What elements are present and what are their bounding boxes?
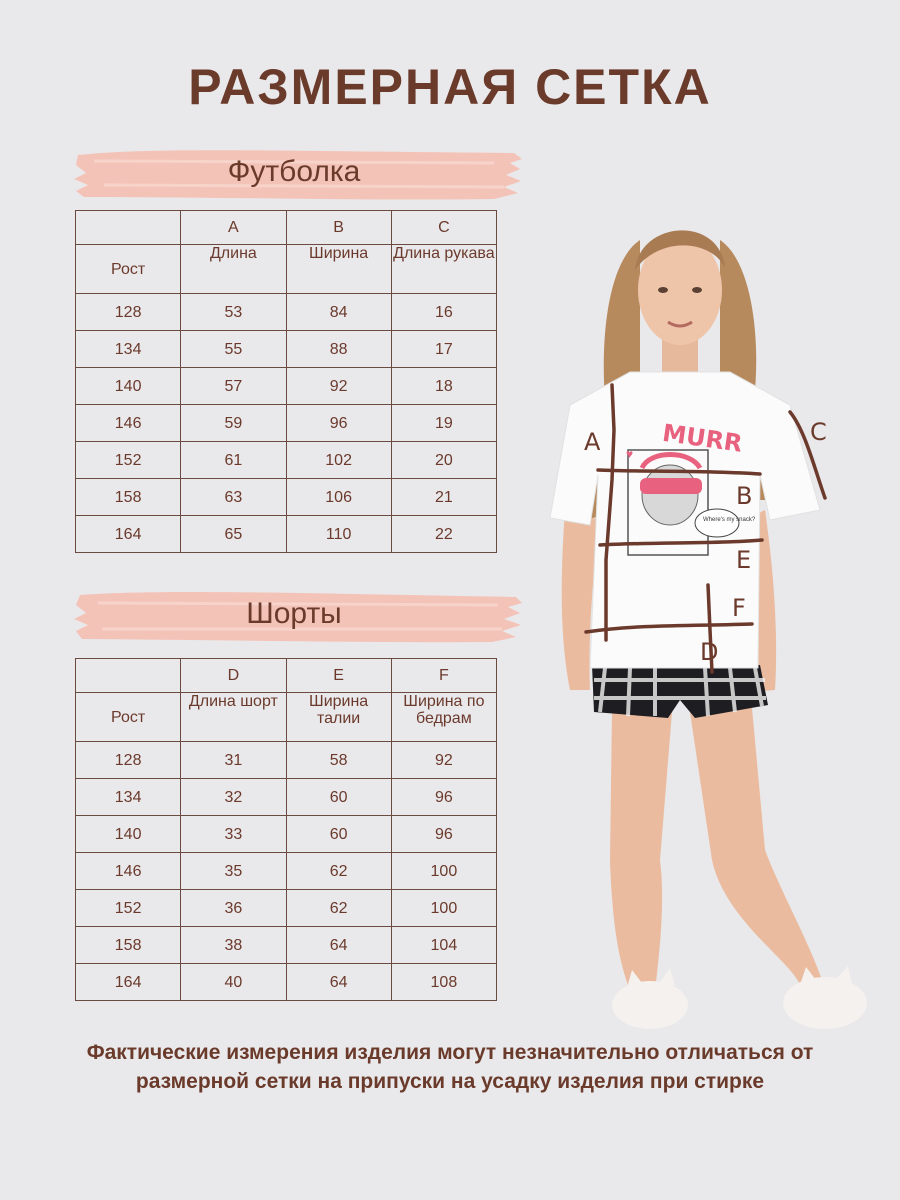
table-row [76,368,497,405]
table-cell: 61 [181,442,286,479]
table-cell: 32 [181,779,286,816]
table-row [76,927,497,964]
table-row [76,479,497,516]
measure-label: A [584,428,601,456]
table-cell: 17 [391,331,496,368]
table-cell: 108 [391,964,496,1001]
table-row [76,442,497,479]
table-cell: 96 [391,816,496,853]
table-cell: 16 [391,294,496,331]
table-cell: 65 [181,516,286,553]
measure-label: C [810,418,827,446]
table-cell: 96 [286,405,391,442]
table-cell: 158 [76,927,181,964]
tshirt-heading [74,145,524,203]
column-header: Ширина [286,245,391,294]
table-cell: 152 [76,442,181,479]
table-cell: 100 [391,890,496,927]
table-cell: 57 [181,368,286,405]
table-cell: 152 [76,890,181,927]
table-header-row [76,245,497,294]
table-cell: E [286,659,391,693]
table-row [76,816,497,853]
svg-text:♥: ♥ [626,447,634,461]
table-cell: 92 [391,742,496,779]
table-cell [76,211,181,245]
table-letter-row [76,659,497,693]
table-row [76,964,497,1001]
table-cell: 96 [391,779,496,816]
column-header: Ширина талии [286,693,391,742]
model-photo [540,200,900,1050]
table-cell: 134 [76,779,181,816]
disclaimer-note: Фактические измерения изделия могут незначительно отличаться от размерной сетки на припуски на усадку изделия при стирке [86,1041,814,1093]
table-cell: 33 [181,816,286,853]
table-cell: 31 [181,742,286,779]
table-cell: 140 [76,368,181,405]
table-cell: 140 [76,816,181,853]
table-cell: 128 [76,742,181,779]
table-row [76,331,497,368]
table-cell: 84 [286,294,391,331]
table-cell: 146 [76,853,181,890]
table-cell: 106 [286,479,391,516]
column-header: Рост [76,693,181,742]
measure-label: B [736,482,753,510]
table-header-row [76,693,497,742]
table-cell: 36 [181,890,286,927]
table-row [76,779,497,816]
table-cell: A [181,211,286,245]
table-cell: 104 [391,927,496,964]
column-header: Ширина по бедрам [391,693,496,742]
table-row [76,516,497,553]
column-header: Длина рукава [391,245,496,294]
table-cell: 20 [391,442,496,479]
table-cell: 60 [286,779,391,816]
table-cell: 62 [286,890,391,927]
tshirt-size-table [75,210,497,553]
model-illustration [540,200,900,1050]
table-cell: B [286,211,391,245]
shirt-bubble-text: Where's my snack? [703,517,756,523]
shorts-section-title: Шорты [246,597,342,630]
table-row [76,853,497,890]
table-cell: 60 [286,816,391,853]
table-cell: 35 [181,853,286,890]
table-cell: 55 [181,331,286,368]
shirt-print-text: MURR [660,418,745,458]
table-cell: 128 [76,294,181,331]
table-cell: D [181,659,286,693]
table-cell: 92 [286,368,391,405]
table-cell: 110 [286,516,391,553]
table-row [76,294,497,331]
table-cell: 64 [286,927,391,964]
table-cell: 38 [181,927,286,964]
table-cell: 100 [391,853,496,890]
table-letter-row [76,211,497,245]
table-row [76,742,497,779]
column-header: Рост [76,245,181,294]
table-cell: F [391,659,496,693]
column-header: Длина шорт [181,693,286,742]
table-cell: 18 [391,368,496,405]
table-cell: 134 [76,331,181,368]
table-cell: 19 [391,405,496,442]
measure-label: E [736,546,752,574]
table-cell: 58 [286,742,391,779]
table-cell: 64 [286,964,391,1001]
table-cell [76,659,181,693]
table-cell: 21 [391,479,496,516]
table-cell: 164 [76,516,181,553]
table-cell: 22 [391,516,496,553]
table-cell: 102 [286,442,391,479]
table-cell: 158 [76,479,181,516]
page-title: РАЗМЕРНАЯ СЕТКА [188,59,712,115]
table-cell: 146 [76,405,181,442]
column-header: Длина [181,245,286,294]
shorts-heading [74,587,524,645]
measure-label: D [700,638,719,666]
table-cell: 40 [181,964,286,1001]
table-row [76,890,497,927]
table-cell: 63 [181,479,286,516]
table-cell: C [391,211,496,245]
table-cell: 53 [181,294,286,331]
table-cell: 164 [76,964,181,1001]
table-cell: 59 [181,405,286,442]
table-cell: 88 [286,331,391,368]
table-cell: 62 [286,853,391,890]
tshirt-section-title: Футболка [227,155,361,188]
table-row [76,405,497,442]
measure-label: F [732,594,746,622]
shorts-size-table [75,658,497,1001]
